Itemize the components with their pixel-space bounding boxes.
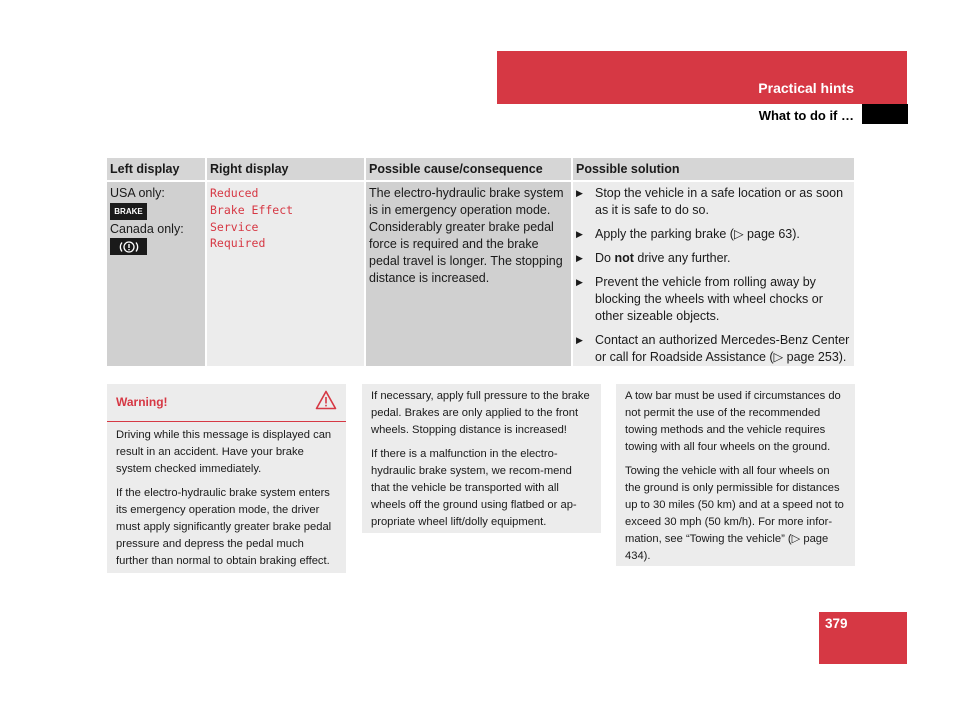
- solution-text: Prevent the vehicle from rolling away by blocking the wheels with wheel chocks or other sizeable objects.: [595, 275, 823, 323]
- solution-text: Contact an authorized Mercedes-Benz Center or call for Roadside Assistance (▷ page 253).: [595, 333, 850, 364]
- warning-box: [107, 384, 346, 573]
- towing-note-box: [616, 384, 855, 566]
- solution-item: [576, 250, 851, 267]
- solution-item: [576, 185, 851, 219]
- bullet-triangle-icon: ▶: [576, 229, 583, 239]
- header-cause: Possible cause/consequence: [366, 158, 571, 180]
- solution-text: Stop the vehicle in a safe location or as soon as it is safe to do so.: [595, 186, 844, 217]
- page-number-box: [819, 612, 907, 664]
- display-line: Reduced: [210, 186, 259, 200]
- bullet-triangle-icon: ▶: [576, 188, 583, 198]
- right-display-cell: [207, 182, 364, 366]
- header-solution: Possible solution: [573, 158, 854, 180]
- solution-item: [576, 226, 851, 243]
- canada-only-label: Canada only:: [110, 222, 184, 236]
- warning-paragraph: If the electro-hydraulic brake system enters its emergency operation mode, the driver must apply significantly greater brake pedal pressure and depress the pedal much further than normal to obtain braking effect.: [116, 487, 332, 567]
- subsection-title: What to do if …: [758, 108, 854, 123]
- display-line: Brake Effect: [210, 202, 294, 217]
- cause-cell: The electro-hydraulic brake system is in emergency operation mode. Considerably greater brake pedal force is required and the brake pedal travel is longer. The stopping distance is increased.: [366, 182, 571, 366]
- emphasis-text: not: [614, 251, 634, 265]
- solution-text: Apply the parking brake (▷ page 63).: [595, 227, 800, 241]
- usa-only-label: USA only:: [110, 186, 165, 200]
- note-paragraph: A tow bar must be used if circumstances do not permit the use of the recommended towing methods and the vehicle requires towing with all four wheels on the ground.: [625, 390, 841, 453]
- solution-cell: [573, 182, 854, 366]
- section-title: Practical hints: [758, 80, 854, 96]
- bullet-triangle-icon: ▶: [576, 253, 583, 263]
- brake-circle-lamp-icon: [110, 238, 147, 255]
- brake-warning-lamp-icon: BRAKE: [110, 203, 147, 220]
- brake-note-box: [362, 384, 601, 533]
- page-number: 379: [825, 616, 848, 631]
- table-header-row: [107, 158, 856, 180]
- header-right-display: Right display: [207, 158, 364, 180]
- section-tab-marker: [862, 104, 908, 124]
- warning-body: [107, 422, 346, 582]
- solution-text: Do not drive any further.: [595, 251, 731, 265]
- warning-title: Warning!: [116, 395, 168, 409]
- solution-item: [576, 332, 851, 366]
- display-messages-table: [107, 158, 856, 366]
- note-paragraph: If necessary, apply full pressure to the brake pedal. Brakes are only applied to the front wheels. Stopping distance is increased!: [371, 390, 590, 436]
- header-left-display: Left display: [107, 158, 205, 180]
- warning-paragraph: Driving while this message is displayed can result in an accident. Have your brake system checked immediately.: [116, 429, 332, 475]
- warning-header: [107, 384, 346, 422]
- section-banner: [497, 51, 907, 104]
- bullet-triangle-icon: ▶: [576, 335, 583, 345]
- bullet-triangle-icon: ▶: [576, 277, 583, 287]
- note-paragraph: Towing the vehicle with all four wheels on the ground is only permissible for distances up to 30 miles (50 km) and at a speed not to exceed 30 mph (50 km/h). For more infor-mation, see “Towing the vehicle” (▷ page 434).: [625, 465, 844, 562]
- left-display-cell: [107, 182, 205, 366]
- warning-triangle-icon: [315, 390, 337, 416]
- note-paragraph: If there is a malfunction in the electro-hydraulic brake system, we recom-mend that the vehicle be transported with all wheels off the ground using flatbed or ap-propriate wheel lift/dolly equipment.: [371, 448, 577, 528]
- display-line: Required: [210, 236, 266, 251]
- display-line: Service: [210, 219, 259, 234]
- solution-item: [576, 274, 851, 325]
- table-row: [107, 182, 856, 366]
